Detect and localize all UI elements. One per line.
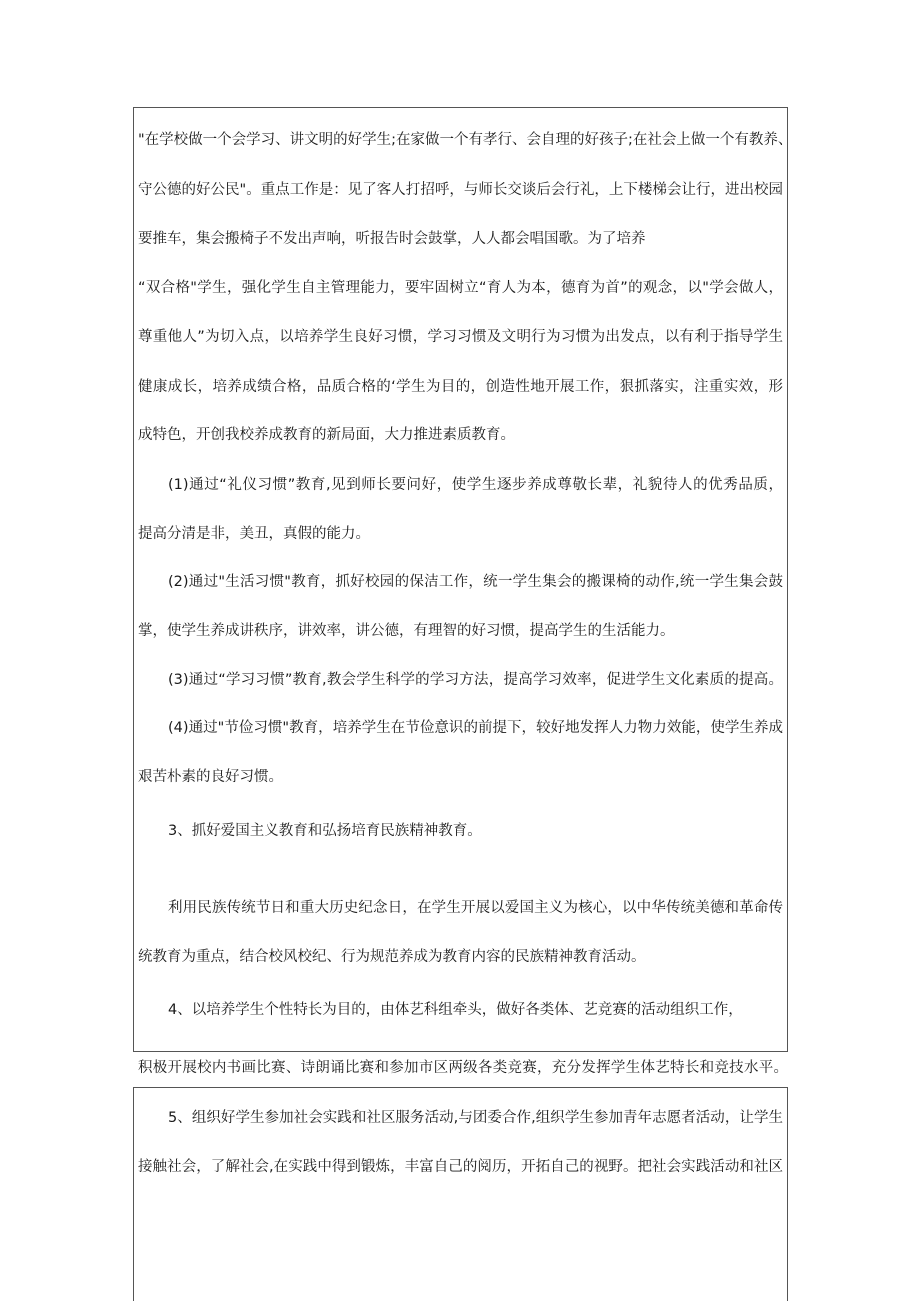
paragraph-line: 提高分清是非，美丑，真假的能力。	[138, 526, 370, 542]
paragraph-line: 守公德的好公民"。重点工作是：见了客人打招呼，与师长交谈后会行礼，上下楼梯会让行，进出校园	[138, 182, 783, 198]
paragraph-line: 成特色，开创我校养成教育的新局面，大力推进素质教育。	[138, 427, 515, 443]
section-heading-5: 5、组织好学生参加社会实践和社区服务活动,与团委合作,组织学生参加青年志愿者活动，让学生	[168, 1110, 783, 1126]
list-item-thrift: (4)通过"节俭习惯"教育，培养学生在节俭意识的前提下，较好地发挥人力物力效能，使学生养成	[168, 720, 783, 736]
paragraph-line: 接触社会，了解社会,在实践中得到锻炼，丰富自己的阅历，开拓自己的视野。把社会实践活动和社区	[138, 1159, 783, 1175]
paragraph-line: "在学校做一个会学习、讲文明的好学生;在家做一个有孝行、会自理的好孩子;在社会上做一个有教养、	[138, 132, 793, 148]
paragraph-line: 尊重他人”为切入点，以培养学生良好习惯，学习习惯及文明行为习惯为出发点，以有利于指导学生	[138, 329, 783, 345]
paragraph-line: 统教育为重点，结合校风校纪、行为规范养成为教育内容的民族精神教育活动。	[138, 949, 646, 965]
paragraph-line: 利用民族传统节日和重大历史纪念日，在学生开展以爱国主义为核心，以中华传统美德和革命传	[168, 900, 783, 916]
paragraph-line: 健康成长，培养成绩合格，品质合格的‘学生为目的，创造性地开展工作，狠抓落实，注重实效，形	[138, 379, 783, 395]
list-item-learning: (3)通过“学习习惯”教育,教会学生科学的学习方法，提高学习效率，促进学生文化素质的提高。	[168, 672, 783, 688]
paragraph-line: 积极开展校内书画比赛、诗朗诵比赛和参加市区两级各类竞赛，充分发挥学生体艺特长和竞技水平。	[138, 1060, 788, 1076]
section-heading-3: 3、抓好爱国主义教育和弘扬培育民族精神教育。	[168, 823, 482, 839]
paragraph-line: 艰苦朴素的良好习惯。	[138, 769, 283, 785]
list-item-etiquette: (1)通过“礼仪习惯”教育,见到师长要问好，使学生逐步养成尊敬长辈，礼貌待人的优秀品质，	[168, 477, 783, 493]
paragraph-line: 掌，使学生养成讲秩序，讲效率，讲公德，有理智的好习惯，提高学生的生活能力。	[138, 623, 675, 639]
paragraph-line: “双合格"学生，强化学生自主管理能力，要牢固树立“育人为本，德育为首”的观念，以"学会做人，	[138, 280, 783, 296]
section-heading-4: 4、以培养学生个性特长为目的，由体艺科组牵头，做好各类体、艺竞赛的活动组织工作，	[168, 1002, 743, 1018]
paragraph-line: 要推车，集会搬椅子不发出声响，听报告时会鼓掌，人人都会唱国歌。为了培养	[138, 231, 646, 247]
list-item-living: (2)通过"生活习惯"教育，抓好校园的保洁工作，统一学生集会的搬课椅的动作,统一学生集会鼓	[168, 574, 783, 590]
